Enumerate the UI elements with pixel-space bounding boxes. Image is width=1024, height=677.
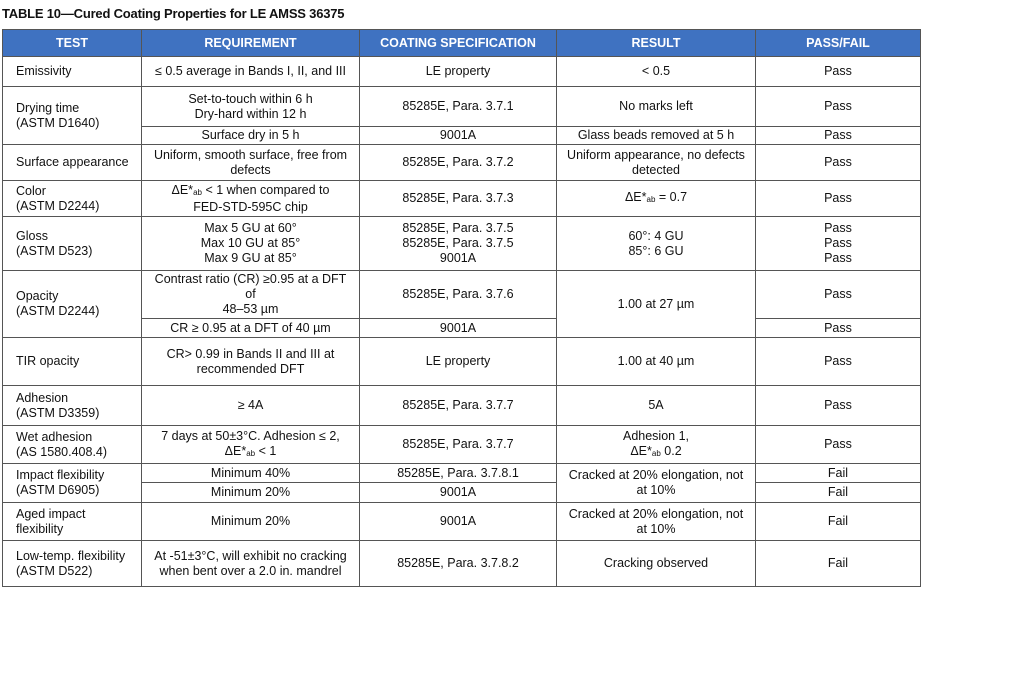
test-cell: Adhesion (ASTM D3359): [3, 386, 142, 426]
requirement-cell: Minimum 40%: [142, 464, 360, 483]
spec-cell: 9001A: [360, 483, 557, 503]
test-cell: TIR opacity: [3, 338, 142, 386]
table-row: [3, 271, 921, 319]
spec-cell: 9001A: [360, 319, 557, 338]
spec-cell: 85285E, Para. 3.7.6: [360, 271, 557, 319]
pass-fail-cell: Pass: [756, 338, 921, 386]
result-cell: Adhesion 1, $\Delta E*_{ab}$ 0.2: [557, 426, 756, 464]
pass-fail-cell: Fail: [756, 483, 921, 503]
header-result: RESULT: [557, 30, 756, 57]
test-cell: Color (ASTM D2244): [3, 181, 142, 217]
pass-fail-cell: Fail: [756, 541, 921, 587]
result-cell: No marks left: [557, 87, 756, 127]
requirement-cell: $\Delta E*_{ab} < 1$ when compared to FED-STD-595C chip: [142, 181, 360, 217]
pass-fail-cell: Pass: [756, 181, 921, 217]
pass-fail-cell: Pass Pass Pass: [756, 217, 921, 271]
spec-cell: 85285E, Para. 3.7.3: [360, 181, 557, 217]
spec-cell: 85285E, Para. 3.7.5 85285E, Para. 3.7.5 9001A: [360, 217, 557, 271]
spec-cell: 85285E, Para. 3.7.8.2: [360, 541, 557, 587]
requirement-cell: ≥ 4A: [142, 386, 360, 426]
test-cell: Surface appearance: [3, 145, 142, 181]
header-row: [3, 30, 921, 57]
test-cell: Gloss (ASTM D523): [3, 217, 142, 271]
table-caption: TABLE 10—Cured Coating Properties for LE AMSS 36375: [2, 6, 345, 21]
result-cell: < 0.5: [557, 57, 756, 87]
result-cell: 5A: [557, 386, 756, 426]
requirement-cell: Set-to-touch within 6 h Dry-hard within 12 h: [142, 87, 360, 127]
spec-cell: 85285E, Para. 3.7.8.1: [360, 464, 557, 483]
header-test: TEST: [3, 30, 142, 57]
requirement-cell: Contrast ratio (CR) ≥0.95 at a DFT of 48–53 µm: [142, 271, 360, 319]
pass-fail-cell: Pass: [756, 57, 921, 87]
coating-properties-table: [2, 29, 921, 587]
requirement-cell: At -51±3°C, will exhibit no cracking when bent over a 2.0 in. mandrel: [142, 541, 360, 587]
requirement-cell: ≤ 0.5 average in Bands I, II, and III: [142, 57, 360, 87]
test-cell: Low-temp. flexibility (ASTM D522): [3, 541, 142, 587]
table-row: [3, 145, 921, 181]
table-row: [3, 181, 921, 217]
test-cell: Wet adhesion (AS 1580.408.4): [3, 426, 142, 464]
result-cell: Cracked at 20% elongation, not at 10%: [557, 503, 756, 541]
test-cell: Emissivity: [3, 57, 142, 87]
pass-fail-cell: Pass: [756, 127, 921, 145]
pass-fail-cell: Pass: [756, 145, 921, 181]
header-coating-spec: COATING SPECIFICATION: [360, 30, 557, 57]
table-row: [3, 541, 921, 587]
pass-fail-cell: Fail: [756, 464, 921, 483]
test-cell: Aged impact flexibility: [3, 503, 142, 541]
result-cell: Glass beads removed at 5 h: [557, 127, 756, 145]
pass-fail-cell: Pass: [756, 87, 921, 127]
requirement-cell: Minimum 20%: [142, 503, 360, 541]
result-cell: Uniform appearance, no defects detected: [557, 145, 756, 181]
spec-cell: 9001A: [360, 503, 557, 541]
result-cell: 1.00 at 40 µm: [557, 338, 756, 386]
pass-fail-cell: Pass: [756, 319, 921, 338]
table-row: [3, 87, 921, 127]
spec-cell: 85285E, Para. 3.7.2: [360, 145, 557, 181]
table-row: [3, 464, 921, 483]
pass-fail-cell: Fail: [756, 503, 921, 541]
table-row: [3, 386, 921, 426]
test-cell: Impact flexibility (ASTM D6905): [3, 464, 142, 503]
spec-cell: 85285E, Para. 3.7.1: [360, 87, 557, 127]
pass-fail-cell: Pass: [756, 426, 921, 464]
requirement-cell: Uniform, smooth surface, free from defects: [142, 145, 360, 181]
pass-fail-cell: Pass: [756, 271, 921, 319]
result-cell: Cracked at 20% elongation, not at 10%: [557, 464, 756, 503]
test-cell: Drying time (ASTM D1640): [3, 87, 142, 145]
pass-fail-cell: Pass: [756, 386, 921, 426]
header-pass-fail: PASS/FAIL: [756, 30, 921, 57]
spec-cell: 85285E, Para. 3.7.7: [360, 386, 557, 426]
table-row: [3, 338, 921, 386]
table-row: [3, 503, 921, 541]
requirement-cell: Max 5 GU at 60° Max 10 GU at 85° Max 9 GU at 85°: [142, 217, 360, 271]
requirement-cell: CR> 0.99 in Bands II and III at recommended DFT: [142, 338, 360, 386]
result-cell: Cracking observed: [557, 541, 756, 587]
result-cell: 1.00 at 27 µm: [557, 271, 756, 338]
result-cell: $\Delta E*_{ab} = 0.7$: [557, 181, 756, 217]
spec-cell: 9001A: [360, 127, 557, 145]
test-cell: Opacity (ASTM D2244): [3, 271, 142, 338]
requirement-cell: 7 days at 50±3°C. Adhesion ≤ 2, $\Delta E*_{ab} < 1$: [142, 426, 360, 464]
header-requirement: REQUIREMENT: [142, 30, 360, 57]
spec-cell: 85285E, Para. 3.7.7: [360, 426, 557, 464]
requirement-cell: Surface dry in 5 h: [142, 127, 360, 145]
spec-cell: LE property: [360, 57, 557, 87]
table-row: [3, 426, 921, 464]
requirement-cell: Minimum 20%: [142, 483, 360, 503]
spec-cell: LE property: [360, 338, 557, 386]
requirement-cell: CR ≥ 0.95 at a DFT of 40 µm: [142, 319, 360, 338]
table-row: [3, 217, 921, 271]
result-cell: 60°: 4 GU 85°: 6 GU: [557, 217, 756, 271]
table-row: [3, 57, 921, 87]
